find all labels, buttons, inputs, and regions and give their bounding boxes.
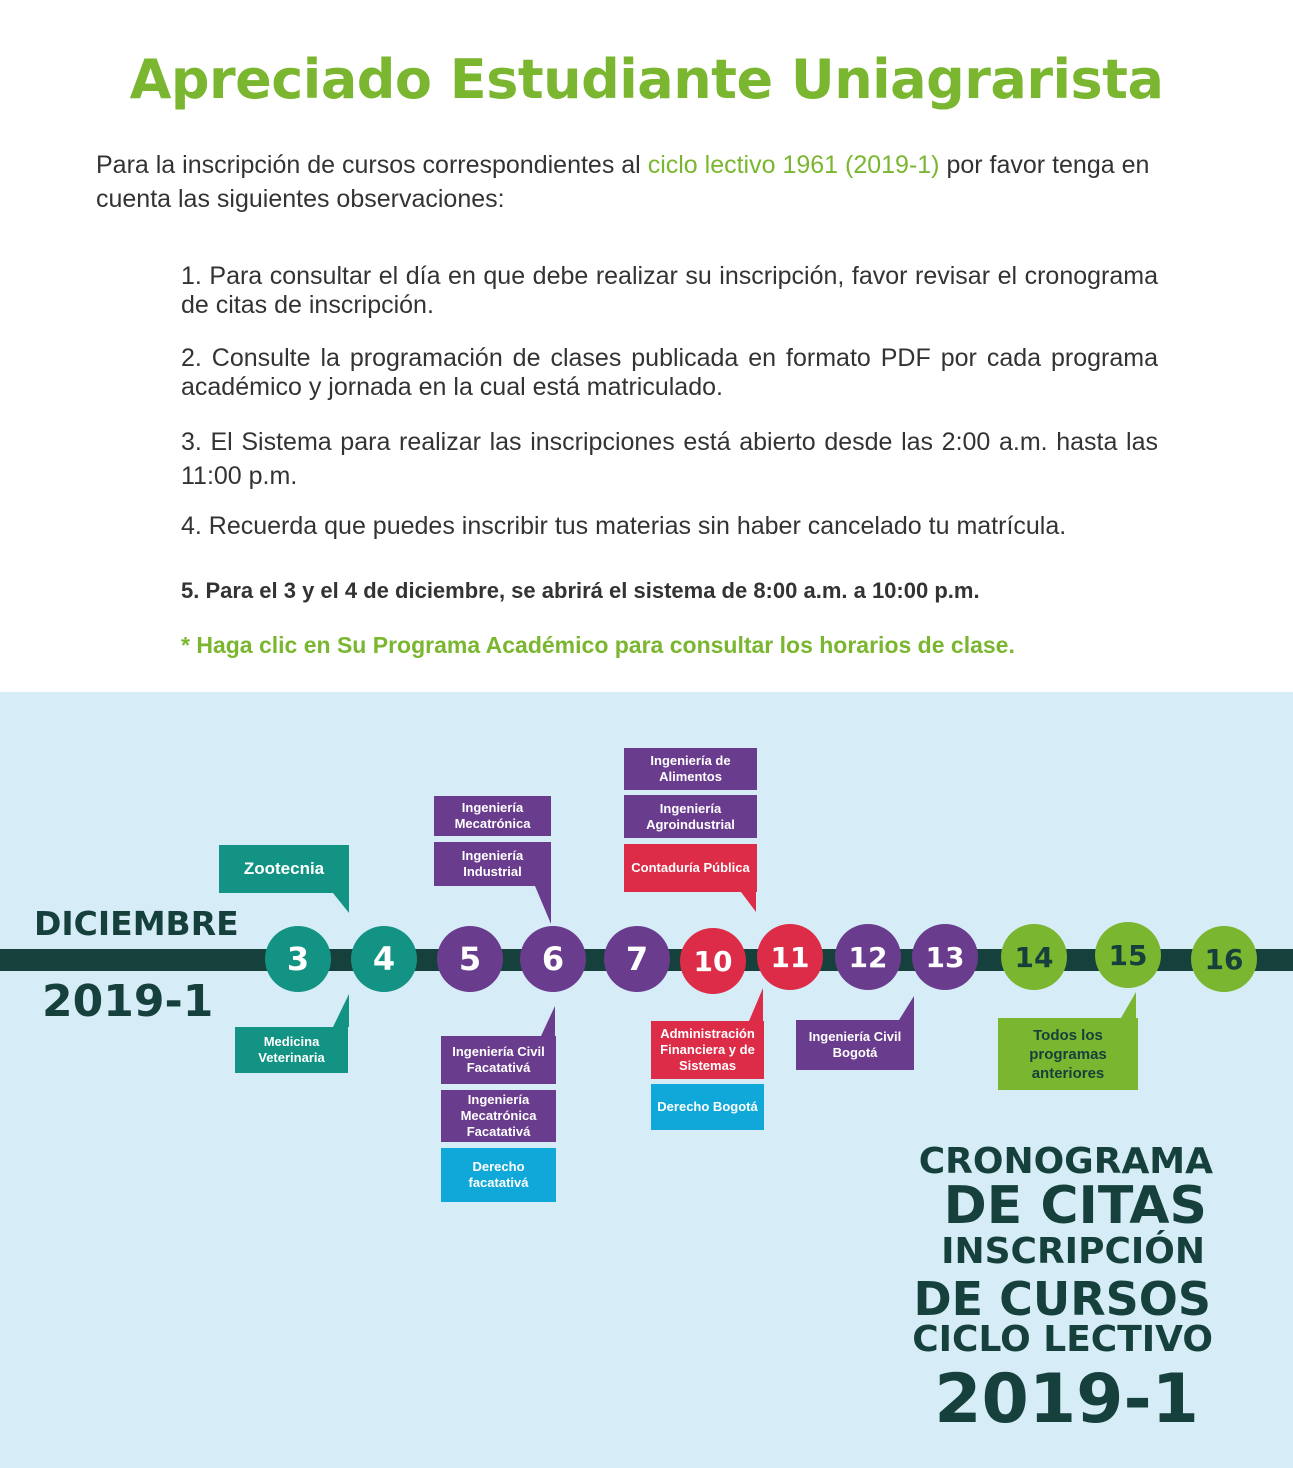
callout-pointer [333,893,349,913]
program-derecho-bogota[interactable]: Derecho Bogotá [651,1084,764,1130]
day-15: 15 [1095,922,1161,988]
program-ing-agroindustrial[interactable]: Ingeniería Agroindustrial [624,795,757,838]
month-label: DICIEMBRE [34,904,239,943]
program-ing-civil-bogota[interactable]: Ingeniería Civil Bogotá [796,1020,914,1070]
year-label: 2019-1 [42,976,214,1027]
intro-cycle-highlight: ciclo lectivo 1961 (2019-1) [647,151,940,179]
observation-4: 4. Recuerda que puedes inscribir tus materias sin haber cancelado tu matrícula. [181,512,1067,540]
program-todos-anteriores[interactable]: Todos los programas anteriores [998,1018,1138,1090]
big-title-line-1: CRONOGRAMA [918,1141,1213,1182]
program-admin-financiera[interactable]: Administración Financiera y de Sistemas [651,1021,764,1079]
big-title-line-6: 2019-1 [934,1360,1199,1439]
intro-paragraph [96,148,1206,216]
day-11: 11 [757,924,823,990]
big-title-line-3: INSCRIPCIÓN [941,1231,1205,1272]
program-ing-civil-facatativa[interactable]: Ingeniería Civil Facatativá [441,1036,556,1084]
observation-3: 3. El Sistema para realizar las inscripciones está abierto desde las 2:00 a.m. hasta las 11:00 p.m. [181,428,1158,490]
callout-pointer [535,886,551,924]
program-zootecnia[interactable]: Zootecnia [219,845,349,893]
program-ing-mecatronica-facatativa[interactable]: Ingeniería Mecatrónica Facatativá [441,1090,556,1142]
day-14: 14 [1001,924,1067,990]
observation-2: 2. Consulte la programación de clases publicada en formato PDF por cada programa académico y jornada en la cual está matriculado. [181,344,1158,401]
intro-text-start: Para la inscripción de cursos correspondientes al [96,151,648,179]
callout-pointer [1121,992,1136,1018]
program-medicina-veterinaria[interactable]: Medicina Veterinaria [235,1027,348,1073]
program-ing-alimentos[interactable]: Ingeniería de Alimentos [624,748,757,790]
big-title-line-4: DE CURSOS [913,1272,1211,1326]
day-6: 6 [520,926,586,992]
day-16: 16 [1191,926,1257,992]
callout-pointer [541,1006,555,1036]
callout-pointer [749,988,763,1021]
callout-pointer [899,996,914,1020]
program-ing-mecatronica[interactable]: Ingeniería Mecatrónica [434,796,551,836]
intro-text-end: por favor tenga en cuenta las siguientes observaciones: [96,151,1150,213]
day-13: 13 [912,924,978,990]
day-4: 4 [351,926,417,992]
program-link-note[interactable]: * Haga clic en Su Programa Académico para consultar los horarios de clase. [181,632,1015,658]
day-10: 10 [680,928,746,994]
page-title: Apreciado Estudiante Uniagrarista [129,48,1164,111]
program-derecho-facatativa[interactable]: Derecho facatativá [441,1148,556,1202]
big-title-line-2: DE CITAS [943,1176,1207,1236]
callout-pointer [333,994,349,1027]
callout-pointer [741,892,756,912]
program-contaduria-publica[interactable]: Contaduría Pública [624,844,757,892]
day-12: 12 [835,924,901,990]
day-3: 3 [265,926,331,992]
big-title-line-5: CICLO LECTIVO [912,1319,1213,1360]
program-ing-industrial[interactable]: Ingeniería Industrial [434,842,551,886]
day-7: 7 [604,926,670,992]
observation-1: 1. Para consultar el día en que debe realizar su inscripción, favor revisar el cronograma de citas de inscripción. [181,262,1158,319]
day-5: 5 [437,926,503,992]
observation-5: 5. Para el 3 y el 4 de diciembre, se abrirá el sistema de 8:00 a.m. a 10:00 p.m. [181,578,980,603]
